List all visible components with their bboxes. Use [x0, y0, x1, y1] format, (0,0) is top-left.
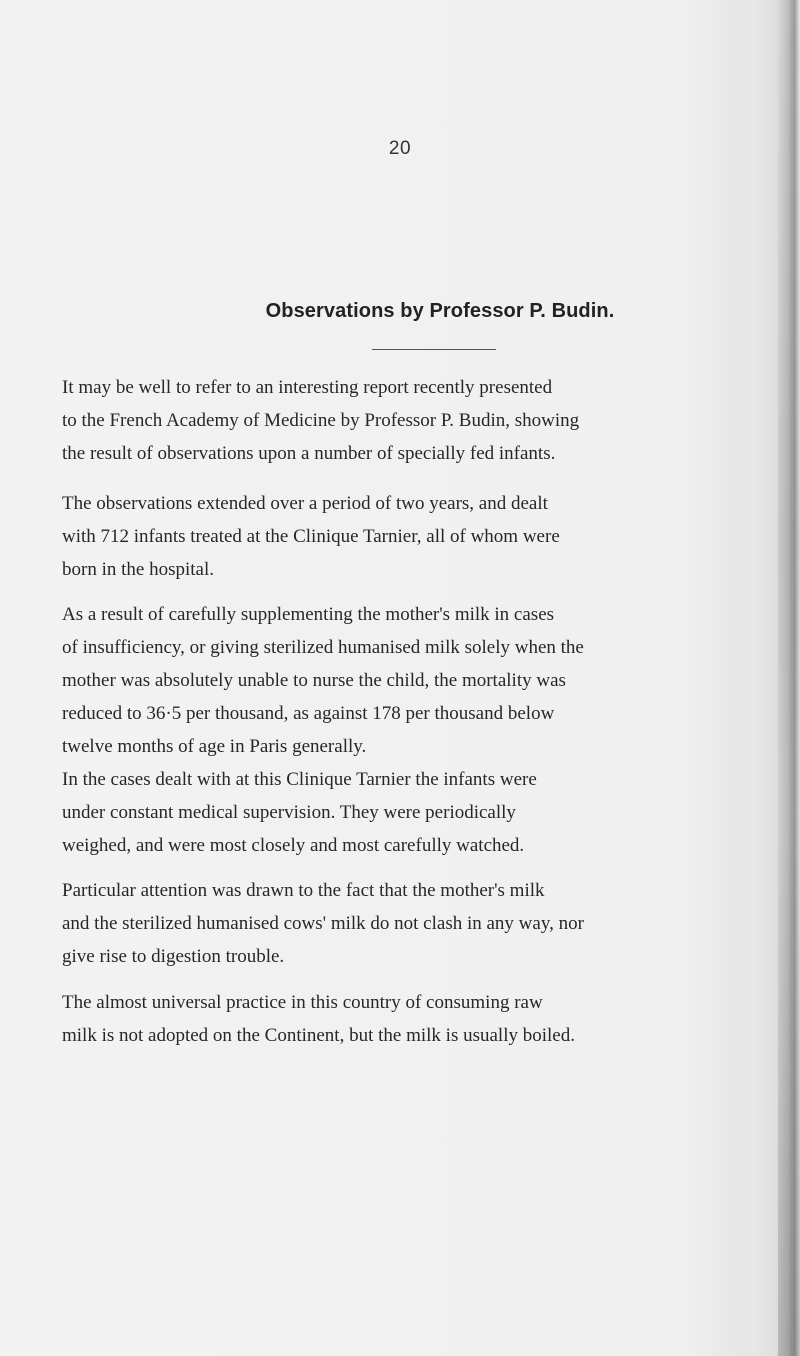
paragraph-5: [62, 874, 752, 973]
text-line: born in the hospital.: [62, 559, 214, 580]
page-title: Observations by Professor P. Budin.: [265, 300, 615, 322]
text-line: It may be well to refer to an interesting report recently presented: [62, 377, 553, 398]
text-line: reduced to 36·5 per thousand, as against 178 per thousand below: [62, 703, 555, 724]
text-line: The almost universal practice in this country of consuming raw: [62, 992, 543, 1013]
text-line: of insufficiency, or giving sterilized humanised milk solely when the: [62, 637, 584, 658]
paragraph-2: [62, 487, 752, 586]
text-line: and the sterilized humanised cows' milk do not clash in any way, nor: [62, 913, 584, 934]
text-line: Particular attention was drawn to the fact that the mother's milk: [62, 880, 545, 901]
text-line: with 712 infants treated at the Clinique Tarnier, all of whom were: [62, 526, 560, 547]
text-line: milk is not adopted on the Continent, but the milk is usually boiled.: [62, 1025, 575, 1046]
text-line: The observations extended over a period of two years, and dealt: [62, 493, 548, 514]
text-line: twelve months of age in Paris generally.: [62, 736, 367, 757]
text-line: under constant medical supervision. They were periodically: [62, 802, 516, 823]
text-line: weighed, and were most closely and most carefully watched.: [62, 835, 525, 856]
text-line: give rise to digestion trouble.: [62, 946, 285, 967]
paragraph-6: [62, 986, 752, 1052]
paragraph-4: [62, 763, 752, 862]
text-line: to the French Academy of Medicine by Professor P. Budin, showing: [62, 410, 580, 431]
paragraph-3: [62, 598, 752, 763]
book-spine-edge: [778, 0, 800, 1356]
text-line: mother was absolutely unable to nurse the child, the mortality was: [62, 670, 566, 691]
text-line: the result of observations upon a number of specially fed infants.: [62, 443, 556, 464]
text-line: In the cases dealt with at this Clinique Tarnier the infants were: [62, 769, 537, 790]
text-line: As a result of carefully supplementing the mother's milk in cases: [62, 604, 555, 625]
title-divider: [372, 349, 496, 350]
page-number: 20: [388, 138, 412, 159]
paragraph-1: [62, 371, 752, 470]
